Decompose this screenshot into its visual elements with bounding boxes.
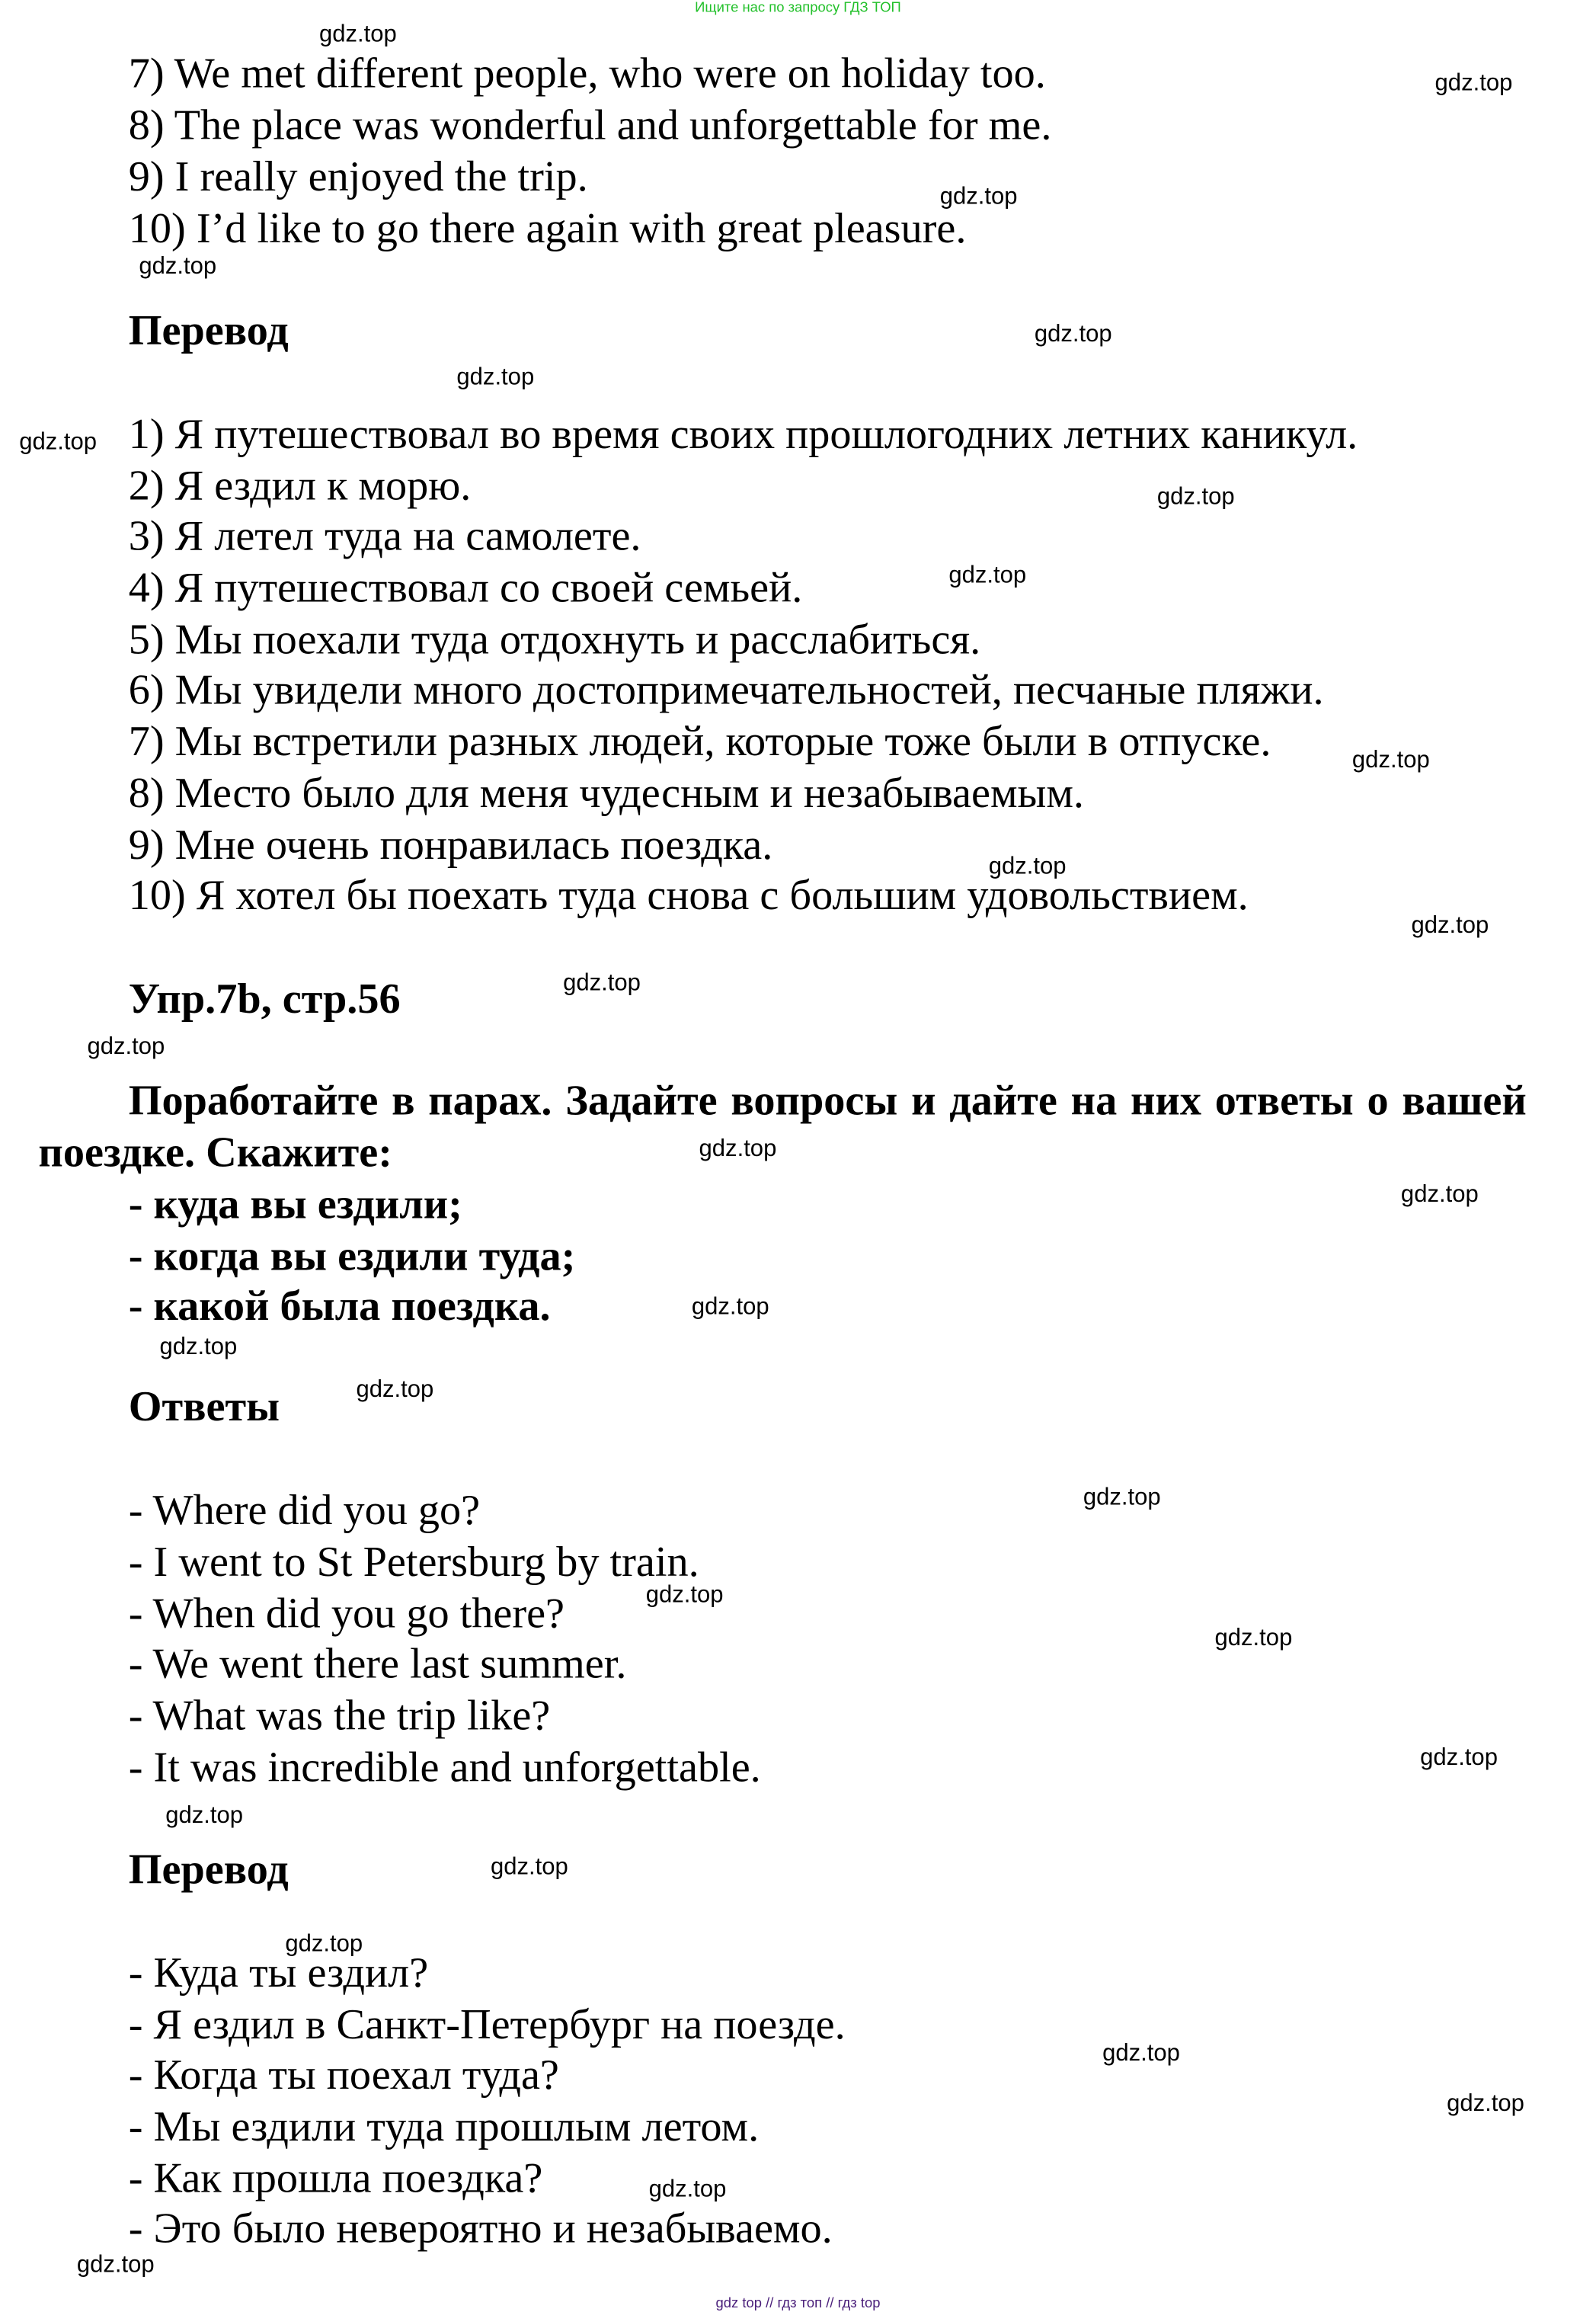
- watermark: gdz.top: [456, 365, 535, 391]
- watermark: gdz.top: [691, 1295, 769, 1321]
- task-bullet: - когда вы ездили туда;: [128, 1232, 576, 1280]
- dialog-line-ru: - Когда ты поехал туда?: [128, 2051, 559, 2099]
- dialog-line-ru: - Как прошла поездка?: [128, 2155, 543, 2203]
- watermark: gdz.top: [988, 854, 1067, 880]
- translation-heading: Перевод: [128, 307, 289, 355]
- russian-line: 5) Мы поехали туда отдохнуть и расслабиться.: [128, 616, 981, 664]
- dialog-line-en: - Where did you go?: [128, 1487, 481, 1535]
- watermark: gdz.top: [1420, 1745, 1498, 1771]
- watermark: gdz.top: [19, 430, 98, 456]
- dialog-line-ru: - Это было невероятно и незабываемо.: [128, 2205, 833, 2253]
- watermark: gdz.top: [1411, 913, 1489, 939]
- watermark: gdz.top: [1400, 1182, 1479, 1208]
- task-bullet: - куда вы ездили;: [128, 1180, 462, 1228]
- dialog-line-en: - It was incredible and unforgettable.: [128, 1744, 761, 1792]
- translation-heading-2: Перевод: [128, 1846, 289, 1894]
- dialog-line-ru: - Куда ты ездил?: [128, 1949, 429, 1997]
- dialog-line-ru: - Я ездил в Санкт-Петербург на поезде.: [128, 2001, 846, 2049]
- watermark: gdz.top: [285, 1932, 363, 1958]
- dialog-line-en: - When did you go there?: [128, 1590, 565, 1638]
- watermark: gdz.top: [356, 1377, 434, 1403]
- watermark: gdz.top: [159, 1334, 238, 1360]
- english-line: 10) I’d like to go there again with great pleasure.: [128, 205, 967, 253]
- russian-line: 10) Я хотел бы поехать туда снова с большим удовольствием.: [128, 872, 1249, 920]
- footer-links[interactable]: gdz top // гдз топ // гдз top: [715, 2295, 881, 2312]
- english-line: 9) I really enjoyed the trip.: [128, 153, 588, 201]
- dialog-line-en: - What was the trip like?: [128, 1692, 551, 1740]
- dialog-line-en: - I went to St Petersburg by train.: [128, 1539, 699, 1587]
- watermark: gdz.top: [948, 563, 1027, 589]
- watermark: gdz.top: [699, 1136, 777, 1162]
- watermark: gdz.top: [318, 22, 397, 48]
- watermark: gdz.top: [645, 1583, 724, 1609]
- dialog-line-en: - We went there last summer.: [128, 1641, 627, 1689]
- watermark: gdz.top: [563, 971, 641, 997]
- watermark: gdz.top: [939, 184, 1018, 210]
- exercise-heading: Упр.7b, стр.56: [128, 975, 401, 1023]
- russian-line: 9) Мне очень понравилась поездка.: [128, 821, 773, 869]
- english-line: 8) The place was wonderful and unforgettable for me.: [128, 101, 1052, 149]
- watermark: gdz.top: [1083, 1485, 1161, 1511]
- watermark: gdz.top: [165, 1803, 244, 1829]
- watermark: gdz.top: [76, 2253, 155, 2278]
- watermark: gdz.top: [139, 254, 217, 280]
- russian-line: 3) Я летел туда на самолете.: [128, 513, 641, 561]
- watermark: gdz.top: [1214, 1625, 1293, 1651]
- watermark: gdz.top: [1156, 485, 1235, 511]
- russian-line: 8) Место было для меня чудесным и незабываемым.: [128, 770, 1085, 818]
- watermark: gdz.top: [491, 1855, 568, 1881]
- watermark: gdz.top: [1034, 322, 1112, 347]
- russian-line: 4) Я путешествовал со своей семьей.: [128, 565, 803, 613]
- english-line: 7) We met different people, who were on holiday too.: [128, 50, 1046, 98]
- task-text: Поработайте в парах. Задайте вопросы и дайте на них ответы о вашей поездке. Скажите:: [38, 1078, 1527, 1177]
- answers-heading: Ответы: [128, 1383, 280, 1431]
- watermark: gdz.top: [87, 1034, 165, 1060]
- watermark: gdz.top: [1351, 748, 1430, 773]
- dialog-line-ru: - Мы ездили туда прошлым летом.: [128, 2103, 760, 2151]
- watermark: gdz.top: [1447, 2091, 1524, 2117]
- search-banner[interactable]: Ищите нас по запросу ГДЗ ТОП: [695, 0, 901, 17]
- watermark: gdz.top: [1434, 71, 1513, 97]
- russian-line: 6) Мы увидели много достопримечательностей, песчаные пляжи.: [128, 666, 1324, 714]
- watermark: gdz.top: [648, 2177, 727, 2203]
- watermark: gdz.top: [1102, 2041, 1180, 2067]
- russian-line: 1) Я путешествовал во время своих прошлогодних летних каникул.: [128, 411, 1358, 459]
- task-bullet: - какой была поездка.: [128, 1282, 551, 1331]
- russian-line: 7) Мы встретили разных людей, которые тоже были в отпуске.: [128, 718, 1271, 766]
- russian-line: 2) Я ездил к морю.: [128, 463, 472, 511]
